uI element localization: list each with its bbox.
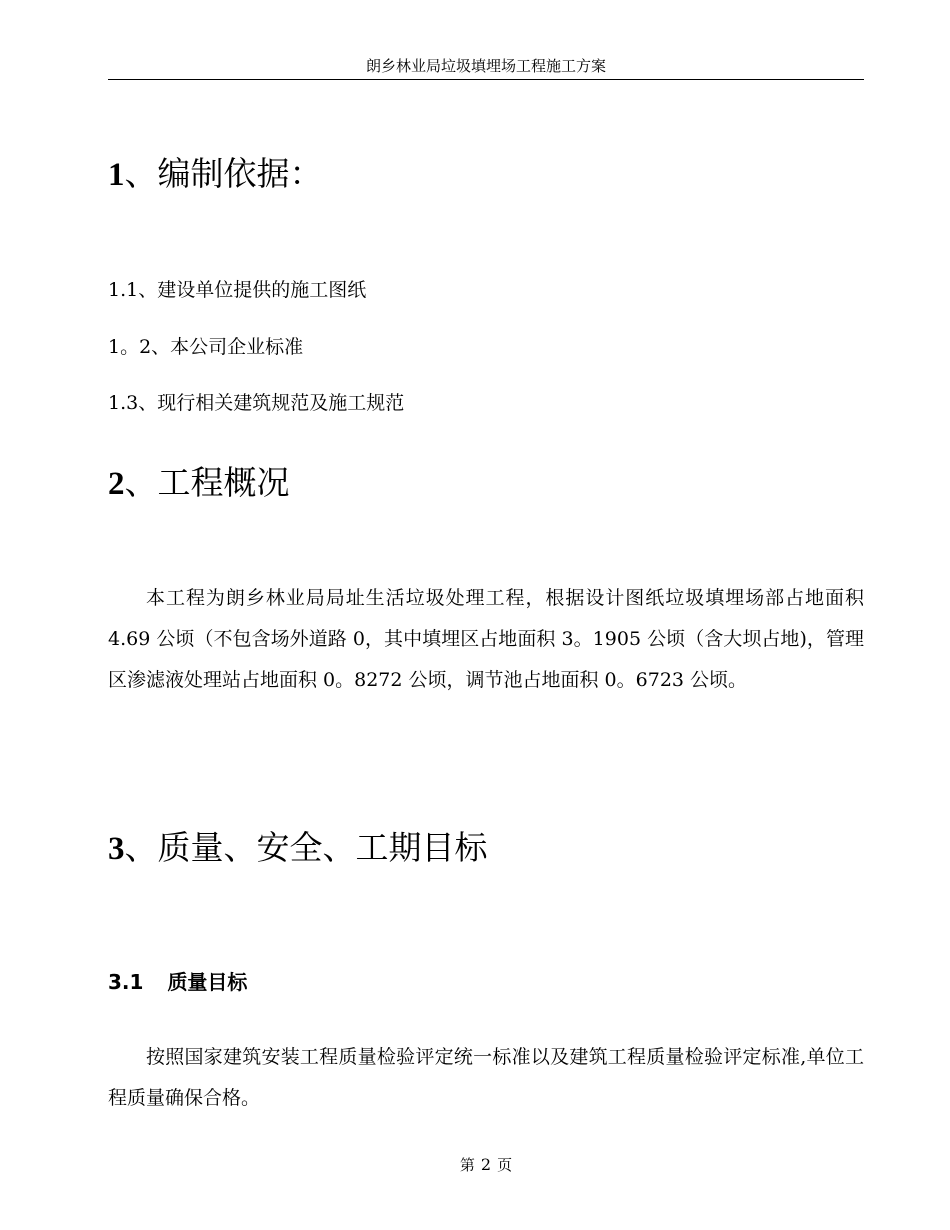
section-2-heading (108, 463, 864, 504)
section-2-title: 、工程概况 (124, 463, 290, 502)
section-3-heading (108, 828, 864, 869)
list-item: 1。2、本公司企业标准 (108, 336, 304, 358)
footer-suffix: 页 (497, 1156, 513, 1174)
page-number: 2 (480, 1155, 492, 1174)
page-footer (108, 1155, 864, 1175)
section-3-title: 、质量、安全、工期目标 (124, 828, 488, 867)
header-divider (108, 79, 864, 80)
subsection-3-1-paragraph: 按照国家建筑安装工程质量检验评定统一标准以及建筑工程质量检验评定标准,单位工程质量确保合格。 (108, 1046, 864, 1109)
page-header-title: 朗乡林业局垃圾填埋场工程施工方案 (365, 57, 606, 75)
section-1-title: 、编制依据： (124, 154, 323, 193)
subsection-3-1-heading (108, 969, 864, 995)
subsection-3-1-title: 质量目标 (167, 970, 248, 994)
subsection-3-1-number: 3.1 (108, 970, 144, 994)
section-1-heading (108, 154, 864, 195)
section-3-number: 3 (108, 831, 125, 867)
section-1-number: 1 (108, 157, 125, 193)
section-2-paragraph: 本工程为朗乡林业局局址生活垃圾处理工程，根据设计图纸垃圾填埋场部占地面积 4.69 公顷（不包含场外道路 0，其中填埋区占地面积 3。1905 公顷（含大坝占地)，管理区渗滤液处理站占地面积 0。8272 公顷，调节池占地面积 0。6723 公顷。 (108, 587, 864, 691)
section-2-number: 2 (108, 466, 125, 502)
footer-prefix: 第 (459, 1156, 475, 1174)
list-item: 1.1、建设单位提供的施工图纸 (108, 279, 367, 301)
list-item: 1.3、现行相关建筑规范及施工规范 (108, 392, 405, 414)
